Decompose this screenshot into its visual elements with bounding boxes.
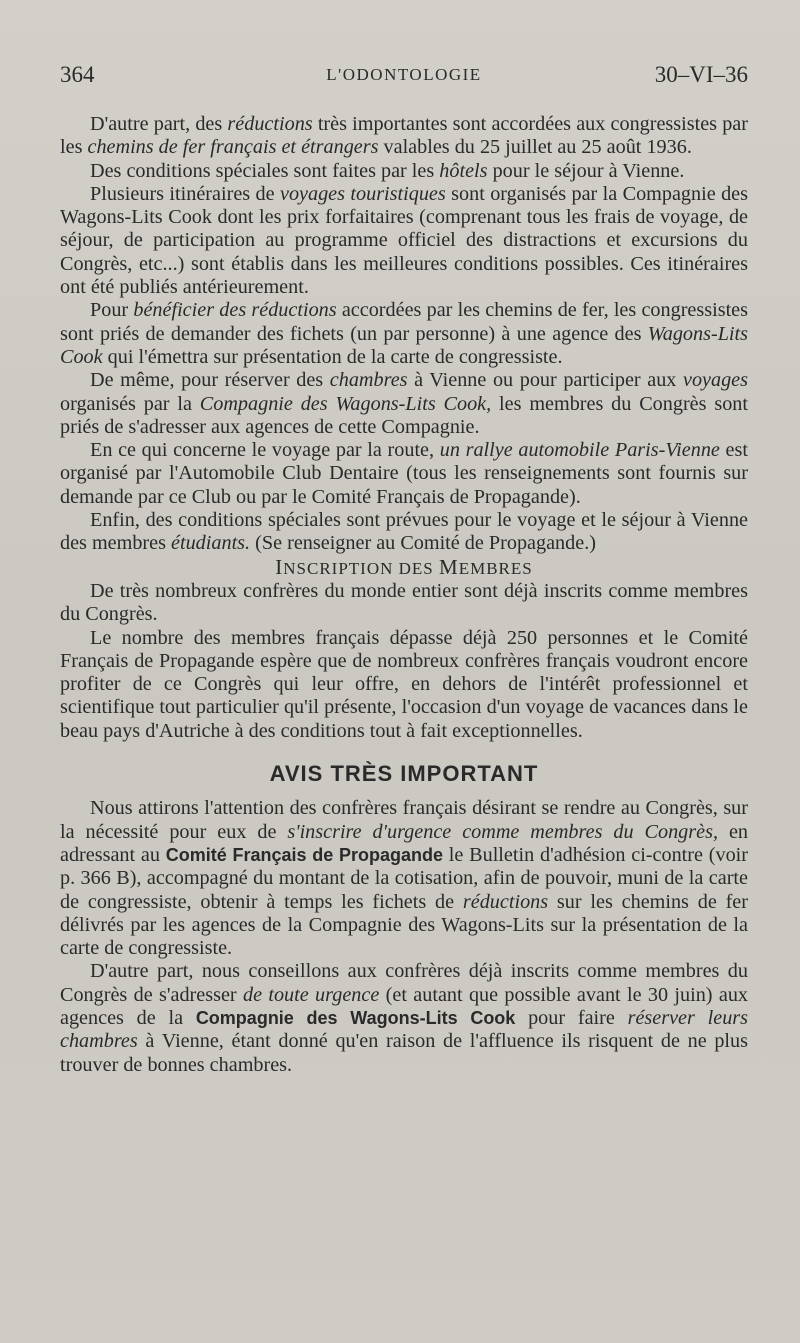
page-number: 364: [60, 62, 95, 87]
notice-heading: AVIS TRÈS IMPORTANT: [269, 761, 539, 787]
paragraph: Des conditions spéciales sont faites par les hôtels pour le séjour à Vienne.: [90, 159, 685, 182]
section-heading: INSCRIPTION DES MEMBRES: [275, 554, 533, 579]
issue-date: 30–VI–36: [654, 62, 748, 87]
journal-title: L'ODONTOLOGIE: [326, 65, 482, 84]
paragraph: En ce qui concerne le voyage par la route, un rallye automobile Paris-Vienne est organisé par l'Automobile Club Dentaire (tous les renseignements sont fournis sur demande par ce Club ou par le Comité Français de Propagande).: [60, 439, 748, 508]
paragraph: D'autre part, nous conseillons aux confrères déjà inscrits comme membres du Congrès de s'adresser de toute urgence (et autant que possible avant le 30 juin) aux agences de la Compagnie des Wagons-Lits Cook pour faire réserver leurs chambres à Vienne, étant donné qu'en raison de l'affluence ils risquent de ne plus trouver de bonnes chambres.: [60, 960, 749, 1076]
paragraph: Enfin, des conditions spéciales sont prévues pour le voyage et le séjour à Vienne des membres étudiants. (Se renseigner au Comité de Propagande.): [60, 509, 748, 555]
paragraph: De très nombreux confrères du monde entier sont déjà inscrits comme membres du Congrès.: [60, 579, 748, 626]
paragraph: De même, pour réserver des chambres à Vienne ou pour participer aux voyages organisés par la Compagnie des Wagons-Lits Cook, les membres du Congrès sont priés de s'adresser aux agences de cette Compagnie.: [60, 369, 749, 438]
paragraph: Nous attirons l'attention des confrères français désirant se rendre au Congrès, sur la nécessité pour eux de s'inscrire d'urgence comme membres du Congrès, en adressant au Comité Français de Propagande le Bulletin d'adhésion ci-contre (voir p. 366 B), accompagné du montant de la cotisation, afin de pouvoir, muni de la carte de congressiste, obtenir à temps les fichets de réductions sur les chemins de fer délivrés par les agences de la Compagnie des Wagons-Lits sur la présentation de la carte de congressiste.: [60, 797, 749, 960]
paragraph: Le nombre des membres français dépasse déjà 250 personnes et le Comité Français de Propagande espère que de nombreux confrères français voudront encore profiter de ce Congrès qui leur offre, en dehors de l'intérêt professionnel et scientifique tout particulier qu'il présente, l'occasion d'un voyage de vacances dans le beau pays d'Autriche à des conditions tout à fait exceptionnelles.: [60, 626, 748, 742]
page-header: [60, 62, 748, 92]
paragraph: Plusieurs itinéraires de voyages touristiques sont organisés par la Compagnie des Wagons-Lits Cook dont les prix forfaitaires (comprenant tous les frais de voyage, de séjour, de participation au programme officiel des distractions et excursions du Congrès, etc...) sont établis dans les meilleures conditions possibles. Ces itinéraires ont été publiés antérieurement.: [60, 182, 748, 299]
paragraph: Pour bénéficier des réductions accordées par les chemins de fer, les congressistes sont priés de demander des fichets (un par personne) à une agence des Wagons-Lits Cook qui l'émettra sur présentation de la carte de congressiste.: [60, 299, 748, 368]
article-body: [60, 113, 748, 1077]
paragraph: D'autre part, des réductions très importantes sont accordées aux congressistes par les chemins de fer français et étrangers valables du 25 juillet au 25 août 1936.: [60, 113, 748, 159]
